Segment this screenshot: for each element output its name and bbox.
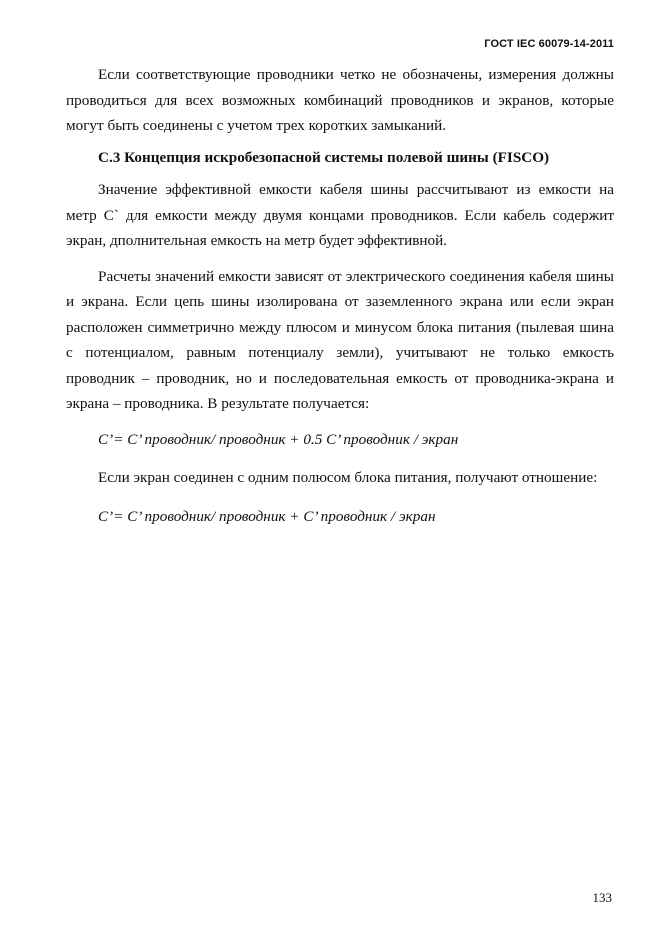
formula-isolated-screen: C’= C’ проводник/ проводник + 0.5 C’ проводник / экран bbox=[98, 430, 459, 448]
page-number: 133 bbox=[592, 890, 612, 905]
section-title: С.3 Концепция искробезопасной системы полевой шины (FISCO) bbox=[98, 148, 550, 166]
paragraph-effective-capacitance: Значение эффективной емкости кабеля шины рассчитывают из емкости на метр С` для емкости между двумя концами проводников. Если кабель содержит экран, дполнительная емкость на метр будет эффективной. bbox=[66, 181, 614, 249]
page-content bbox=[66, 62, 614, 529]
paragraph-capacitance-calculation: Расчеты значений емкости зависят от электрического соединения кабеля шины и экрана. Если цепь шины изолирована от заземленного экрана или если экран расположен симметрично между плюсом и минусом блока питания (пылевая шина с потенциалом, равным потенциалу земли), учитывают не только емкость проводник – проводник, но и последовательная емкость от проводника-экрана и экрана – проводника. В результате получается: bbox=[66, 267, 614, 412]
paragraph-screen-connected: Если экран соединен с одним полюсом блока питания, получают отношение: bbox=[98, 469, 598, 486]
paragraph-conductor-measurements: Если соответствующие проводники четко не обозначены, измерения должны проводиться для всех возможных комбинаций проводников и экранов, которые могут быть соединены с учетом трех коротких замыканий. bbox=[66, 66, 614, 134]
document-code-header: ГОСТ IEC 60079-14-2011 bbox=[484, 38, 614, 50]
formula-connected-screen: C’= C’ проводник/ проводник + C’ проводник / экран bbox=[98, 507, 436, 525]
